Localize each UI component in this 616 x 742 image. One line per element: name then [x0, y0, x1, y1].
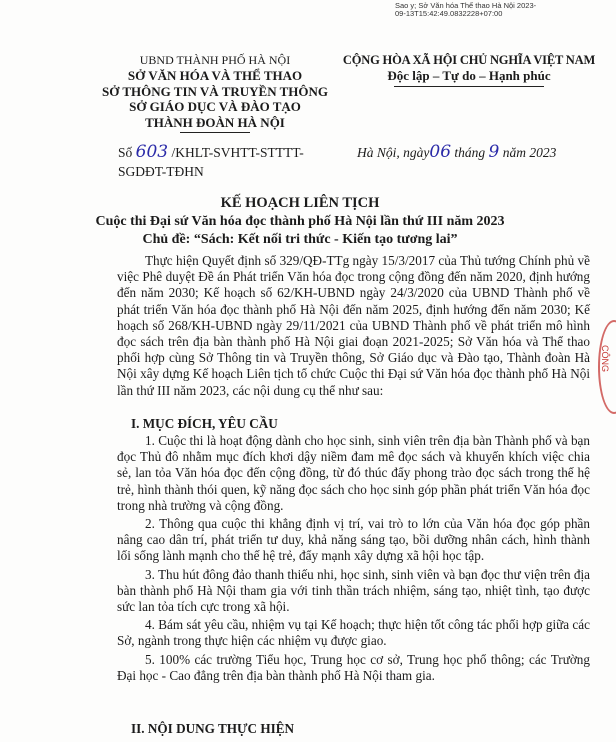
stamp-line-1: Sao y; Sở Văn hóa Thể thao Hà Nội 2023- — [395, 1, 537, 10]
doc-number-handwritten: 603 — [135, 142, 169, 162]
date-month-word: tháng — [454, 145, 486, 160]
section-heading-2: II. NỘI DUNG THỰC HIỆN — [131, 721, 295, 736]
section-1-items — [117, 433, 590, 684]
issue-date — [357, 143, 556, 162]
doc-number-code-1: /KHLT-SVHTT-STTTT- — [171, 145, 304, 160]
item-4: 4. Bám sát yêu cầu, nhiệm vụ tại Kế hoạch; thực hiện tốt công tác phối hợp giữa các Sở, ngành trong thực hiện các nhiệm vụ được giao. — [117, 617, 590, 649]
issuing-authority-header — [95, 53, 335, 133]
national-header — [338, 53, 600, 87]
authority-city: UBND THÀNH PHỐ HÀ NỘI — [139, 53, 291, 67]
doc-number-prefix: Số — [118, 145, 133, 160]
national-motto: Độc lập – Tự do – Hạnh phúc — [387, 68, 551, 83]
document-number — [118, 143, 304, 181]
authority-underline — [180, 132, 250, 133]
date-month-handwritten: 9 — [488, 142, 500, 162]
national-title: CỘNG HÒA XÃ HỘI CHỦ NGHĨA VIỆT NAM — [342, 53, 596, 67]
document-title: KẾ HOẠCH LIÊN TỊCH — [220, 195, 380, 211]
document-subtitle: Cuộc thi Đại sứ Văn hóa đọc thành phố Hà Nội lần thứ III năm 2023 — [95, 214, 505, 229]
item-5: 5. 100% các trường Tiểu học, Trung học cơ sở, Trung học phổ thông; các Trường Đại học - Cao đẳng trên địa bàn thành phố Hà Nội tham gia. — [117, 651, 590, 683]
doc-number-code-2: SGDĐT-TĐHN — [118, 164, 204, 179]
date-year: năm 2023 — [502, 145, 557, 160]
item-2: 2. Thông qua cuộc thi khẳng định vị trí, vai trò to lớn của Văn hóa đọc góp phần nâng cao dân trí, phát triển tư duy, khả năng sáng tạo, bồi dưỡng nhân cách, hình thành lối sống lành mạnh cho thế hệ trẻ, đẩy mạnh xây dựng xã hội học tập. — [117, 516, 590, 564]
authority-dept-info: SỞ THÔNG TIN VÀ TRUYỀN THÔNG — [102, 83, 328, 99]
motto-underline — [394, 86, 544, 87]
intro-paragraph: Thực hiện Quyết định số 329/QĐ-TTg ngày 15/3/2017 của Thủ tướng Chính phủ về việc Phê duyệt Đề án Phát triển Văn hóa đọc trong cộng đồng đến năm 2020, định hướng đến năm 2030; Kế hoạch số 62/KH-UBND ngày 24/3/2020 của UBND Thành phố về phát triển Văn hóa đọc thành phố Hà Nội đến năm 2025, định hướng đến năm 2030; Kế hoạch số 268/KH-UBND ngày 29/11/2021 của UBND Thành phố về phát triển mô hình đọc sách trên địa bàn thành phố Hà Nội giai đoạn 2021-2025; Sở Văn hóa và Thể thao phối hợp cùng Sở Thông tin và Truyền thông, Sở Giáo dục và Đào tạo, Thành đoàn Hà Nội xây dựng Kế hoạch Liên tịch tổ chức Cuộc thi Đại sứ Văn hóa đọc thành phố Hà Nội lần thứ III năm 2023, các nội dung cụ thể như sau: — [117, 253, 590, 398]
item-1: 1. Cuộc thi là hoạt động dành cho học sinh, sinh viên trên địa bàn Thành phố và bạn đọc Thủ đô nhằm mục đích khơi dậy niềm đam mê đọc sách và khuyến khích việc chia sẻ, lan tỏa Văn hóa đọc đến cộng đồng, từ đó thúc đẩy phong trào đọc sách trong thế hệ trẻ, hình thành thói quen, kỹ năng đọc sách cho học sinh góp phần phát triển Văn hóa đọc trong nhà trường và cộng đồng. — [117, 433, 590, 513]
document-theme: Chủ đề: “Sách: Kết nối tri thức - Kiến tạo tương lai” — [142, 232, 458, 247]
authority-youth-union: THÀNH ĐOÀN HÀ NỘI — [145, 114, 285, 130]
date-day-handwritten: 06 — [429, 142, 452, 162]
stamp-line-2: 09-13T15:42:49.0832228+07:00 — [395, 9, 503, 18]
date-place: Hà Nội, ngày — [357, 145, 430, 160]
item-3: 3. Thu hút đông đảo thanh thiếu nhi, học sinh, sinh viên và bạn đọc thư viện trên địa bàn thành phố Hà Nội tham gia với tinh thần trách nhiệm, sáng tạo, nhiệt tình, tạo được sức lan tỏa tích cực trong xã hội. — [117, 566, 590, 615]
official-seal-text: CÔNG — [600, 345, 610, 372]
digital-signature-stamp — [395, 2, 610, 18]
section-heading-1: I. MỤC ĐÍCH, YÊU CẦU — [131, 416, 278, 431]
authority-dept-culture: SỞ VĂN HÓA VÀ THỂ THAO — [127, 68, 303, 83]
authority-dept-education: SỞ GIÁO DỤC VÀ ĐÀO TẠO — [129, 99, 301, 114]
